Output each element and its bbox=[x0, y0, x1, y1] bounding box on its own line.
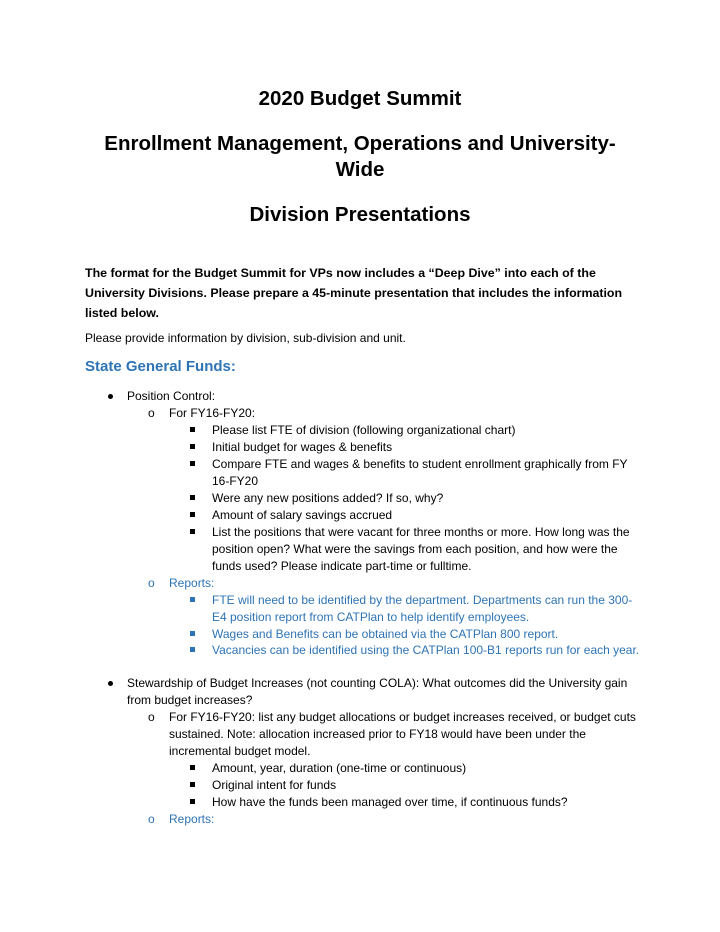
square-bullet-icon bbox=[190, 427, 195, 432]
circle-bullet-icon: o bbox=[148, 710, 155, 724]
presentations-title: Division Presentations bbox=[249, 203, 471, 226]
bullet-icon bbox=[108, 394, 113, 399]
circle-bullet-icon: o bbox=[148, 812, 155, 826]
square-bullet-icon bbox=[190, 765, 195, 770]
square-bullet-icon bbox=[190, 512, 195, 517]
square-bullet-icon bbox=[190, 461, 195, 466]
square-bullet-icon bbox=[190, 782, 195, 787]
bullet-icon bbox=[108, 681, 113, 686]
circle-bullet-icon: o bbox=[148, 406, 155, 420]
division-title: Enrollment Management, Operations and University- Wide bbox=[104, 132, 616, 181]
square-bullet-icon bbox=[190, 799, 195, 804]
square-bullet-icon bbox=[190, 631, 195, 636]
instruction-note: Please provide information by division, sub-division and unit. bbox=[85, 331, 406, 345]
intro-paragraph: The format for the Budget Summit for VPs now includes a “Deep Dive” into each of the University Divisions. Please prepare a 45-minute presentation that includes the information listed below. bbox=[85, 266, 623, 320]
square-bullet-icon bbox=[190, 529, 195, 534]
circle-bullet-icon: o bbox=[148, 576, 155, 590]
square-bullet-icon bbox=[190, 495, 195, 500]
document-page: 2020 Budget Summit Enrollment Management, Operations and University- Wide Division Presentations The format for the Budget Summit for VPs now includes a “Deep Dive” into each of the University Divisions. Please prepare a 45-minute presentation that includes the information listed below. Please provide information by division, sub-division and unit. State General Funds: Position Control: o For FY16-FY20: Please list FTE of division (following organizational chart) Initial budget for wages & benefits Compare FTE and wages & benefits to student enrollment graphically from FY 16-FY20 Were any new positions added? If so, why? Amount of salary savings accrued List the positions that were vacant for three months or more. How long was the position open? What were the savings from each position, and how were the funds used? Please indicate part-time or fulltime. o Reports: FTE will need to be identified by the department. Departments can run the 300- E4 position report from CATPlan to help identify employees. Wages and Benefits can be obtained via the CATPlan 800 report. Vacancies can be identified using the CATPlan 100-B1 reports run for each year. Stewardship of Budget Increases (not counting COLA): What outcomes did the University gain from budget increases? o For FY16-FY20: list any budget allocations or budget increases received, or budget cuts sustained. Note: allocation increased prior to FY18 would have been under the incremental budget model. Amount, year, duration (one-time or continuous) Original intent for funds How have the funds been managed over time, if continuous funds? o Reports: bbox=[0, 0, 720, 932]
square-bullet-icon bbox=[190, 597, 195, 602]
summit-title: 2020 Budget Summit bbox=[258, 87, 462, 110]
square-bullet-icon bbox=[190, 444, 195, 449]
section-heading: State General Funds: bbox=[85, 358, 236, 375]
square-bullet-icon bbox=[190, 647, 195, 652]
